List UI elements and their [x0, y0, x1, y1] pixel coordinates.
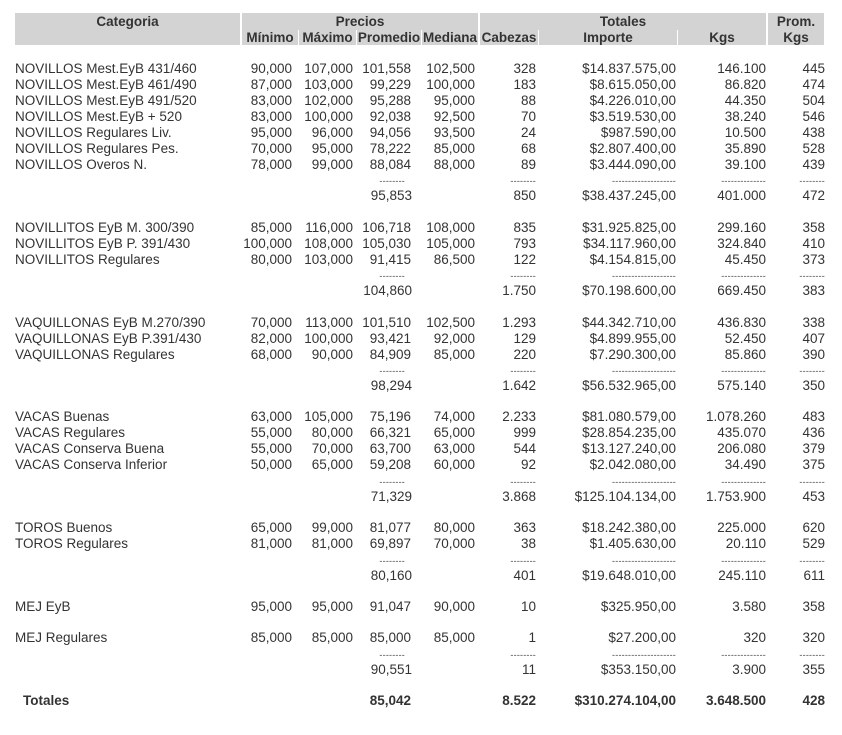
subtotal-kgs: 669.450 — [717, 283, 766, 298]
cell-kgs: 20.110 — [725, 536, 766, 551]
row-category: NOVILLOS Mest.EyB + 520 — [15, 109, 182, 124]
cell-mediana: 92,000 — [433, 331, 475, 346]
cell-prom: 379 — [802, 441, 825, 456]
cell-cabezas: 1.293 — [502, 315, 536, 330]
cell-mediana: 100,000 — [426, 77, 475, 92]
cell-mediana: 85,000 — [433, 630, 475, 645]
cell-maximo: 100,000 — [304, 331, 353, 346]
dash-separator: -------------------- — [612, 366, 676, 376]
dash-separator: -------- — [799, 366, 825, 376]
cell-kgs: 3.580 — [732, 599, 766, 614]
subtotal-promedio: 90,551 — [370, 662, 412, 677]
header-categoria: Categoria — [15, 13, 240, 30]
cell-prom: 375 — [802, 457, 825, 472]
cell-maximo: 70,000 — [311, 441, 353, 456]
dash-separator: -------- — [799, 556, 825, 566]
cell-prom: 529 — [802, 536, 825, 551]
subtotal-promedio: 80,160 — [370, 568, 412, 583]
cell-prom: 320 — [802, 630, 825, 645]
cell-prom: 338 — [802, 315, 825, 330]
row-category: VACAS Regulares — [15, 425, 126, 440]
cell-importe: $4.154.815,00 — [589, 252, 676, 267]
cell-importe: $81.080.579,00 — [582, 409, 676, 424]
cell-importe: $18.242.380,00 — [582, 520, 676, 535]
dash-separator: -------- — [510, 556, 536, 566]
cell-minimo: 70,000 — [250, 315, 292, 330]
cell-mediana: 65,000 — [433, 425, 475, 440]
cell-prom: 390 — [802, 347, 825, 362]
cell-maximo: 65,000 — [311, 457, 353, 472]
cell-cabezas: 328 — [513, 61, 536, 76]
subtotal-cabezas: 401 — [513, 568, 536, 583]
cell-prom: 439 — [802, 157, 825, 172]
cell-maximo: 85,000 — [311, 630, 353, 645]
cell-maximo: 100,000 — [304, 109, 353, 124]
row-category: NOVILLOS Mest.EyB 461/490 — [15, 77, 197, 92]
cell-cabezas: 70 — [520, 109, 536, 124]
dash-separator: -------- — [510, 271, 536, 281]
dash-separator: -------------------- — [612, 650, 676, 660]
cell-kgs: 86.820 — [724, 77, 766, 92]
cell-prom: 410 — [802, 236, 825, 251]
cell-kgs: 225.000 — [717, 520, 766, 535]
totals-prom: 428 — [802, 693, 825, 708]
cell-prom: 504 — [802, 93, 825, 108]
subtotal-kgs: 575.140 — [717, 378, 766, 393]
subtotal-cabezas: 1.750 — [502, 283, 536, 298]
cell-kgs: 324.840 — [717, 236, 766, 251]
row-category: VAQUILLONAS Regulares — [15, 347, 175, 362]
cell-maximo: 95,000 — [311, 599, 353, 614]
cell-importe: $2.807.400,00 — [589, 141, 676, 156]
cell-importe: $987.590,00 — [600, 125, 676, 140]
cell-minimo: 87,000 — [250, 77, 292, 92]
header-promedio: Promedio — [357, 30, 421, 45]
subtotal-kgs: 401.000 — [717, 188, 766, 203]
subtotal-importe: $125.104.134,00 — [574, 489, 676, 504]
cell-prom: 438 — [802, 125, 825, 140]
header-precios: Precios — [242, 13, 478, 30]
cell-importe: $2.042.080,00 — [589, 457, 676, 472]
cell-importe: $44.342.710,00 — [582, 315, 676, 330]
cell-cabezas: 24 — [520, 125, 536, 140]
header-prom-kgs: Kgs — [768, 30, 824, 45]
row-category: NOVILLOS Overos N. — [15, 157, 148, 172]
cell-importe: $3.444.090,00 — [589, 157, 676, 172]
cell-mediana: 70,000 — [433, 536, 475, 551]
cell-minimo: 82,000 — [250, 331, 292, 346]
cell-mediana: 102,500 — [426, 315, 475, 330]
cell-mediana: 92,500 — [433, 109, 475, 124]
cell-importe: $34.117.960,00 — [583, 236, 676, 251]
cell-promedio: 99,229 — [369, 77, 411, 92]
totals-importe: $310.274.104,00 — [574, 693, 676, 708]
cell-promedio: 93,421 — [369, 331, 411, 346]
header-maximo: Máximo — [299, 30, 356, 45]
row-category: NOVILLOS Mest.EyB 431/460 — [15, 61, 197, 76]
cell-cabezas: 544 — [513, 441, 536, 456]
cell-cabezas: 92 — [520, 457, 536, 472]
subtotal-prom: 453 — [802, 489, 825, 504]
cell-cabezas: 89 — [520, 157, 536, 172]
cell-mediana: 74,000 — [433, 409, 475, 424]
cell-promedio: 101,510 — [362, 315, 411, 330]
cell-cabezas: 129 — [513, 331, 536, 346]
subtotal-prom: 355 — [802, 662, 825, 677]
cell-importe: $8.615.050,00 — [589, 77, 676, 92]
row-category: TOROS Regulares — [15, 536, 129, 551]
dash-separator: -------- — [510, 366, 536, 376]
cell-cabezas: 2.233 — [502, 409, 536, 424]
cell-maximo: 113,000 — [305, 315, 353, 330]
cell-importe: $27.200,00 — [608, 630, 676, 645]
cell-maximo: 103,000 — [304, 77, 353, 92]
row-category: VACAS Buenas — [15, 409, 110, 424]
row-category: VACAS Conserva Inferior — [15, 457, 168, 472]
cell-kgs: 85.860 — [724, 347, 766, 362]
row-category: VAQUILLONAS EyB M.270/390 — [15, 315, 206, 330]
dash-separator: -------------------- — [612, 477, 676, 487]
cell-promedio: 84,909 — [369, 347, 411, 362]
header-cabezas: Cabezas — [481, 30, 537, 45]
subtotal-kgs: 1.753.900 — [705, 489, 766, 504]
cell-minimo: 80,000 — [250, 252, 292, 267]
cell-mediana: 95,000 — [433, 93, 475, 108]
cell-maximo: 90,000 — [311, 347, 353, 362]
dash-separator: -------- — [799, 477, 825, 487]
cell-minimo: 81,000 — [250, 536, 292, 551]
cell-maximo: 103,000 — [304, 252, 353, 267]
totals-label: Totales — [23, 693, 70, 708]
cell-kgs: 52.450 — [724, 331, 766, 346]
cell-kgs: 206.080 — [717, 441, 766, 456]
cell-minimo: 95,000 — [250, 125, 292, 140]
cell-promedio: 66,321 — [369, 425, 411, 440]
cell-prom: 358 — [802, 220, 825, 235]
dash-separator: -------------------- — [612, 556, 676, 566]
cell-mediana: 80,000 — [433, 520, 475, 535]
cell-kgs: 320 — [743, 630, 766, 645]
cell-kgs: 435.070 — [717, 425, 766, 440]
totals-promedio: 85,042 — [369, 693, 411, 708]
header-minimo: Mínimo — [242, 30, 298, 45]
dash-separator: -------------- — [721, 176, 766, 186]
dash-separator: -------------- — [721, 477, 766, 487]
cell-kgs: 34.490 — [724, 457, 766, 472]
cell-mediana: 85,000 — [433, 347, 475, 362]
cell-mediana: 63,000 — [433, 441, 475, 456]
cell-minimo: 50,000 — [250, 457, 292, 472]
cell-minimo: 85,000 — [250, 630, 292, 645]
dash-separator: -------- — [379, 366, 405, 376]
subtotal-promedio: 104,860 — [363, 283, 412, 298]
dash-separator: -------------- — [721, 650, 766, 660]
cell-maximo: 95,000 — [311, 141, 353, 156]
cell-maximo: 99,000 — [311, 520, 353, 535]
cell-importe: $1.405.630,00 — [589, 536, 676, 551]
cell-maximo: 81,000 — [311, 536, 353, 551]
cell-prom: 483 — [802, 409, 825, 424]
cell-promedio: 101,558 — [362, 61, 411, 76]
cell-kgs: 299.160 — [717, 220, 766, 235]
cell-mediana: 60,000 — [433, 457, 475, 472]
cell-minimo: 85,000 — [250, 220, 292, 235]
cell-cabezas: 183 — [513, 77, 536, 92]
cell-promedio: 81,077 — [369, 520, 411, 535]
dash-separator: -------- — [379, 556, 405, 566]
cell-importe: $4.226.010,00 — [589, 93, 676, 108]
cell-prom: 474 — [802, 77, 825, 92]
dash-separator: -------- — [379, 271, 405, 281]
dash-separator: -------- — [510, 176, 536, 186]
subtotal-cabezas: 1.642 — [502, 378, 536, 393]
dash-separator: -------------- — [721, 366, 766, 376]
subtotal-kgs: 3.900 — [732, 662, 766, 677]
dash-separator: -------------- — [721, 556, 766, 566]
subtotal-cabezas: 11 — [521, 662, 536, 677]
cell-cabezas: 220 — [513, 347, 536, 362]
cell-kgs: 44.350 — [724, 93, 766, 108]
row-category: VACAS Conserva Buena — [15, 441, 165, 456]
cell-cabezas: 793 — [513, 236, 536, 251]
row-category: MEJ EyB — [15, 599, 71, 614]
totals-cabezas: 8.522 — [502, 693, 536, 708]
cell-mediana: 102,500 — [426, 61, 475, 76]
cell-promedio: 59,208 — [369, 457, 411, 472]
cell-prom: 436 — [802, 425, 825, 440]
cell-promedio: 91,415 — [369, 252, 411, 267]
row-category: NOVILLITOS EyB M. 300/390 — [15, 220, 195, 235]
cell-importe: $14.837.575,00 — [582, 61, 676, 76]
cell-promedio: 85,000 — [369, 630, 411, 645]
cell-maximo: 80,000 — [311, 425, 353, 440]
cell-promedio: 106,718 — [362, 220, 411, 235]
subtotal-importe: $56.532.965,00 — [582, 378, 676, 393]
subtotal-importe: $70.198.600,00 — [582, 283, 676, 298]
dash-separator: -------- — [510, 477, 536, 487]
cell-kgs: 38.240 — [724, 109, 766, 124]
cell-prom: 528 — [802, 141, 825, 156]
header-prom: Prom. — [768, 13, 824, 30]
cell-minimo: 90,000 — [250, 61, 292, 76]
dash-separator: -------- — [379, 477, 405, 487]
cell-cabezas: 1 — [528, 630, 536, 645]
subtotal-promedio: 98,294 — [370, 378, 412, 393]
cell-kgs: 1.078.260 — [705, 409, 766, 424]
cell-minimo: 70,000 — [250, 141, 292, 156]
subtotal-promedio: 95,853 — [370, 188, 412, 203]
row-category: NOVILLOS Mest.EyB 491/520 — [15, 93, 197, 108]
subtotal-importe: $19.648.010,00 — [582, 568, 676, 583]
row-category: NOVILLOS Regulares Pes. — [15, 141, 179, 156]
cell-kgs: 436.830 — [717, 315, 766, 330]
dash-separator: -------- — [510, 650, 536, 660]
cell-promedio: 105,030 — [362, 236, 411, 251]
cell-promedio: 92,038 — [369, 109, 411, 124]
cell-minimo: 100,000 — [243, 236, 292, 251]
cell-minimo: 95,000 — [250, 599, 292, 614]
cell-cabezas: 68 — [520, 141, 536, 156]
row-category: NOVILLITOS EyB P. 391/430 — [15, 236, 191, 251]
header-categoria-blank — [15, 30, 240, 45]
header-importe: Importe — [539, 30, 677, 45]
subtotal-importe: $38.437.245,00 — [582, 188, 676, 203]
cell-maximo: 108,000 — [304, 236, 353, 251]
cell-kgs: 35.890 — [724, 141, 766, 156]
cell-importe: $13.127.240,00 — [582, 441, 676, 456]
cell-cabezas: 88 — [520, 93, 536, 108]
header-mediana: Mediana — [422, 30, 477, 45]
subtotal-prom: 383 — [802, 283, 825, 298]
cell-importe: $31.925.825,00 — [582, 220, 676, 235]
cell-minimo: 78,000 — [250, 157, 292, 172]
cell-minimo: 63,000 — [250, 409, 292, 424]
cell-cabezas: 363 — [513, 520, 536, 535]
cell-prom: 620 — [802, 520, 825, 535]
cell-minimo: 65,000 — [250, 520, 292, 535]
dash-separator: -------- — [799, 271, 825, 281]
cell-maximo: 116,000 — [305, 220, 353, 235]
cell-kgs: 39.100 — [724, 157, 766, 172]
cell-maximo: 107,000 — [304, 61, 353, 76]
cell-mediana: 88,000 — [433, 157, 475, 172]
subtotal-cabezas: 3.868 — [502, 489, 536, 504]
cell-kgs: 45.450 — [724, 252, 766, 267]
cell-importe: $4.899.955,00 — [589, 331, 676, 346]
cell-cabezas: 835 — [513, 220, 536, 235]
cell-cabezas: 122 — [513, 252, 536, 267]
cell-maximo: 99,000 — [311, 157, 353, 172]
row-category: TOROS Buenos — [15, 520, 113, 535]
cell-mediana: 108,000 — [426, 220, 475, 235]
cell-promedio: 95,288 — [369, 93, 411, 108]
cell-promedio: 88,084 — [369, 157, 411, 172]
subtotal-promedio: 71,329 — [370, 489, 412, 504]
cell-maximo: 102,000 — [304, 93, 353, 108]
cell-prom: 546 — [802, 109, 825, 124]
cell-cabezas: 999 — [513, 425, 536, 440]
subtotal-prom: 472 — [802, 188, 825, 203]
cell-promedio: 91,047 — [369, 599, 411, 614]
header-kgs: Kgs — [678, 30, 766, 45]
totals-kgs: 3.648.500 — [705, 693, 766, 708]
row-category: NOVILLOS Regulares Liv. — [15, 125, 172, 140]
subtotal-kgs: 245.110 — [718, 568, 766, 583]
subtotal-importe: $353.150,00 — [600, 662, 676, 677]
cell-maximo: 105,000 — [304, 409, 353, 424]
cell-promedio: 69,897 — [369, 536, 411, 551]
cell-minimo: 83,000 — [250, 109, 292, 124]
cell-promedio: 75,196 — [369, 409, 411, 424]
cell-minimo: 55,000 — [250, 441, 292, 456]
cell-maximo: 96,000 — [311, 125, 353, 140]
cell-mediana: 85,000 — [433, 141, 475, 156]
cell-importe: $325.950,00 — [600, 599, 676, 614]
cell-kgs: 10.500 — [724, 125, 766, 140]
cell-importe: $3.519.530,00 — [589, 109, 676, 124]
row-category: NOVILLITOS Regulares — [15, 252, 160, 267]
cell-promedio: 94,056 — [369, 125, 411, 140]
cell-minimo: 55,000 — [250, 425, 292, 440]
dash-separator: -------------------- — [612, 176, 676, 186]
dash-separator: -------- — [799, 176, 825, 186]
cell-mediana: 86,500 — [433, 252, 475, 267]
cell-minimo: 68,000 — [250, 347, 292, 362]
subtotal-prom: 350 — [802, 378, 825, 393]
header-totales: Totales — [480, 13, 766, 30]
dash-separator: -------- — [379, 650, 405, 660]
cell-prom: 373 — [802, 252, 825, 267]
cell-importe: $28.854.235,00 — [582, 425, 676, 440]
cell-prom: 407 — [802, 331, 825, 346]
subtotal-cabezas: 850 — [513, 188, 536, 203]
dash-separator: -------------- — [721, 271, 766, 281]
cell-mediana: 90,000 — [433, 599, 475, 614]
cell-mediana: 105,000 — [426, 236, 475, 251]
cell-cabezas: 10 — [520, 599, 536, 614]
cell-importe: $7.290.300,00 — [589, 347, 676, 362]
subtotal-prom: 611 — [803, 568, 825, 583]
cell-promedio: 63,700 — [369, 441, 411, 456]
cell-minimo: 83,000 — [250, 93, 292, 108]
row-category: VAQUILLONAS EyB P.391/430 — [15, 331, 202, 346]
dash-separator: -------- — [799, 650, 825, 660]
cell-prom: 445 — [802, 61, 825, 76]
cell-prom: 358 — [802, 599, 825, 614]
row-category: MEJ Regulares — [15, 630, 108, 645]
dash-separator: -------- — [379, 176, 405, 186]
cell-mediana: 93,500 — [433, 125, 475, 140]
dash-separator: -------------------- — [612, 271, 676, 281]
cell-promedio: 78,222 — [369, 141, 411, 156]
cell-cabezas: 38 — [520, 536, 536, 551]
cell-kgs: 146.100 — [717, 61, 766, 76]
